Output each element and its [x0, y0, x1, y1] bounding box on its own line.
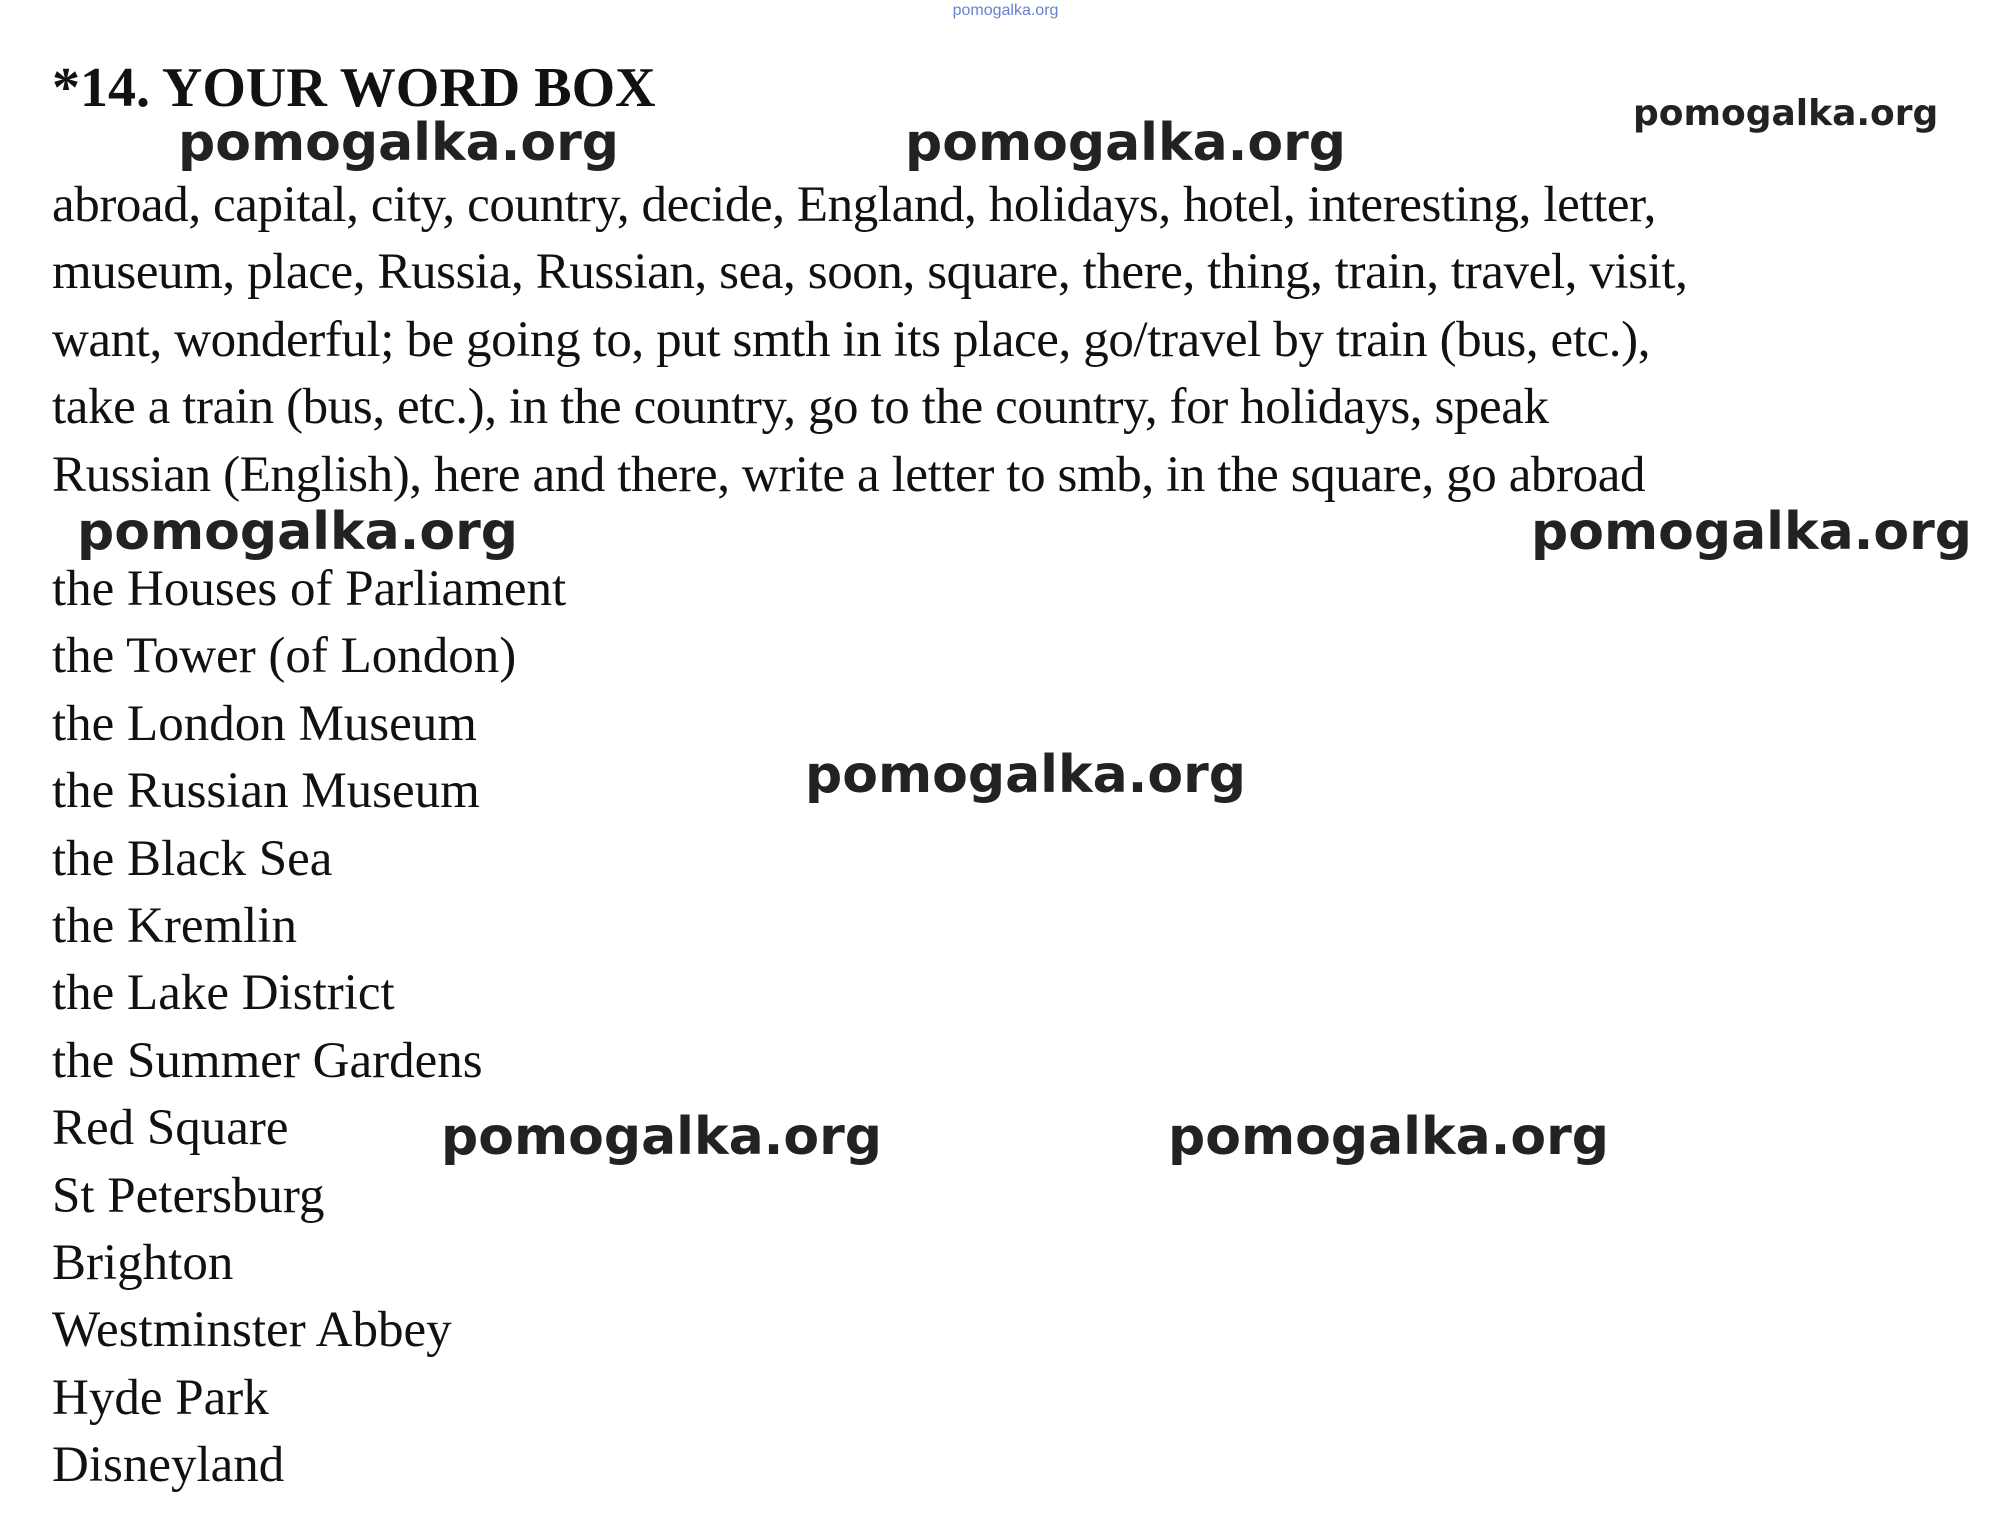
page-title: *14. YOUR WORD BOX	[52, 57, 656, 119]
watermark: pomogalka.org	[1531, 502, 1973, 562]
vocabulary-line: want, wonderful; be going to, put smth in its place, go/travel by train (bus, etc.),	[52, 311, 1651, 368]
top-watermark: pomogalka.org	[952, 2, 1059, 19]
list-item: Hyde Park	[52, 1369, 269, 1426]
list-item: the Kremlin	[52, 898, 298, 955]
list-item: the Russian Museum	[52, 763, 480, 820]
watermark: pomogalka.org	[77, 502, 519, 562]
list-item: the London Museum	[52, 695, 477, 752]
list-item: the Summer Gardens	[52, 1032, 483, 1089]
list-item: Red Square	[52, 1100, 289, 1157]
vocabulary-line: museum, place, Russia, Russian, sea, soon, square, there, thing, train, travel, visit,	[52, 244, 1688, 301]
vocabulary-paragraph	[52, 172, 2002, 509]
places-list	[52, 556, 566, 1500]
list-item: St Petersburg	[52, 1167, 325, 1224]
list-item: Disneyland	[52, 1437, 285, 1494]
watermark: pomogalka.org	[441, 1107, 883, 1167]
vocabulary-line: Russian (English), here and there, write a letter to smb, in the square, go abroad	[52, 446, 1646, 503]
list-item: Brighton	[52, 1235, 234, 1292]
list-item: Westminster Abbey	[52, 1302, 452, 1359]
list-item: the Lake District	[52, 965, 395, 1022]
vocabulary-line: abroad, capital, city, country, decide, England, holidays, hotel, interesting, letter,	[52, 177, 1657, 233]
watermark: pomogalka.org	[178, 113, 620, 173]
list-item: the Tower (of London)	[52, 628, 517, 685]
list-item: the Houses of Parliament	[52, 561, 567, 617]
watermark: pomogalka.org	[1633, 93, 1939, 134]
watermark: pomogalka.org	[805, 745, 1247, 805]
watermark: pomogalka.org	[905, 113, 1347, 173]
watermark: pomogalka.org	[1168, 1107, 1610, 1167]
vocabulary-line: take a train (bus, etc.), in the country, go to the country, for holidays, speak	[52, 379, 1549, 436]
list-item: the Black Sea	[52, 830, 333, 887]
